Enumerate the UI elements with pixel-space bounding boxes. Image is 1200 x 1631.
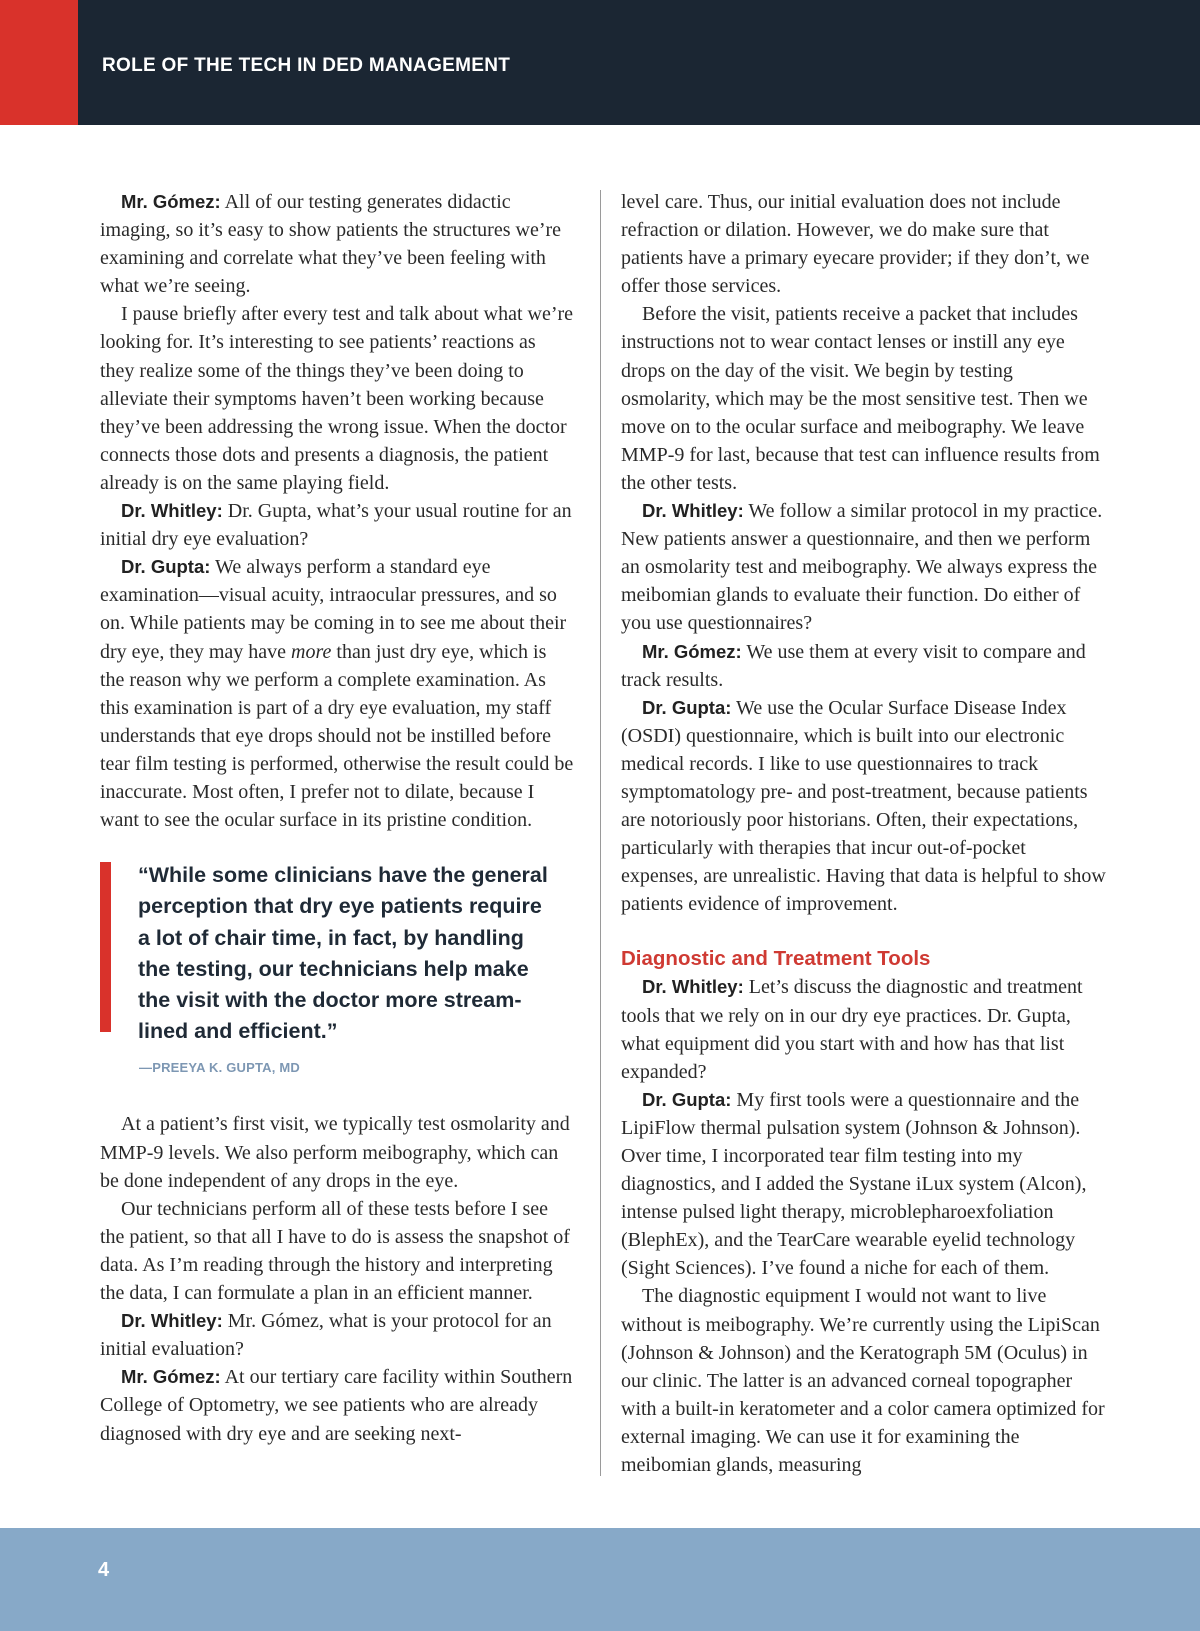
- speaker-label: Dr. Gupta:: [121, 556, 211, 578]
- paragraph-text: Mr. Gómez, what is your protocol for an initial evaluation?: [100, 1310, 552, 1361]
- paragraph: [621, 1086, 1106, 1283]
- paragraph-text: All of our testing generates didactic imaging, so it’s easy to show patients the structures we’re examining and correlate what they’ve been feeling with what we’re seeing.: [100, 191, 562, 298]
- paragraph-text: My first tools were a questionnaire and the LipiFlow thermal pulsation system (Johnson & Johnson). Over time, I incorporated tear film testing into my diagnostics, and I added the Systane iLux system (Alcon), intense pulsed light therapy, microblepharoexfoliation (BlephEx), and the TearCare wearable eyelid technology (Sight Sciences). I’ve found a niche for each of them.: [621, 1088, 1087, 1280]
- paragraph-text: than just dry eye, which is the reason why we perform a complete examination. As this examination is part of a dry eye evaluation, my staff understands that eye drops should not be instilled before tear film testing is performed, otherwise the result could be inaccurate. Most often, I prefer not to dilate, because I want to see the ocular surface in its pristine condition.: [100, 640, 574, 832]
- pull-quote-line: lined and efficient.”: [138, 1019, 338, 1044]
- paragraph: [621, 694, 1106, 919]
- paragraph-text: At our tertiary care facility within Southern College of Optometry, we see patients who are already diagnosed with dry eye and are seeking next-: [100, 1366, 573, 1445]
- paragraph: Our technicians perform all of these tests before I see the patient, so that all I have to do is assess the snapshot of data. As I’m reading through the history and interpreting the data, I can formulate a plan in an efficient manner.: [100, 1197, 570, 1305]
- header-title: ROLE OF THE TECH IN DED MANAGEMENT: [102, 55, 511, 76]
- speaker-label: Dr. Gupta:: [642, 1088, 732, 1110]
- paragraph: I pause briefly after every test and talk about what we’re looking for. It’s interesting to see patients’ reactions as they realize some of the things they’ve been doing to alleviate their symptoms haven’t been working because they’ve been addressing the wrong issue. When the doctor connects those dots and presents a diagnosis, the patient already is on the same playing field.: [100, 303, 574, 494]
- speaker-label: Dr. Whitley:: [121, 500, 223, 522]
- paragraph: [100, 497, 574, 553]
- column-divider: [600, 190, 601, 1476]
- right-column: [621, 188, 1106, 1479]
- paragraph: [100, 553, 574, 834]
- speaker-label: Mr. Gómez:: [121, 191, 221, 212]
- paragraph: [621, 638, 1106, 694]
- pull-quote-line: perception that dry eye patients require: [138, 894, 542, 919]
- pull-quote-bar: [100, 862, 111, 1032]
- pull-quote: [100, 860, 574, 1082]
- page-header: [0, 0, 1200, 125]
- paragraph-text: We use them at every visit to compare and track results.: [621, 640, 1086, 691]
- header-accent-block: [0, 0, 78, 125]
- speaker-label: Dr. Whitley:: [642, 976, 744, 998]
- paragraph-text: Dr. Gupta, what’s your usual routine for an initial dry eye evaluation?: [100, 500, 572, 551]
- paragraph: The diagnostic equipment I would not want to live without is meibography. We’re currently using the LipiScan (Johnson & Johnson) and the Keratograph 5M (Oculus) in our clinic. The latter is an advanced corneal topographer with a built-in keratometer and a color camera optimized for external imaging. We can use it for examining the meibomian glands, measuring: [621, 1285, 1105, 1477]
- paragraph-text: Let’s discuss the diagnostic and treatment tools that we rely on in our dry eye practices. Dr. Gupta, what equipment did you start with and how has that list expanded?: [621, 976, 1083, 1083]
- speaker-label: Mr. Gómez:: [121, 1366, 221, 1388]
- pull-quote-line: “While some clinicians have the general: [138, 863, 548, 888]
- speaker-label: Dr. Whitley:: [121, 1310, 223, 1332]
- speaker-label: Dr. Gupta:: [642, 696, 732, 718]
- page-footer: [0, 1528, 1200, 1631]
- pull-quote-text: [138, 860, 574, 1047]
- pull-quote-line: a lot of chair time, in fact, by handling: [138, 925, 524, 950]
- paragraph-text: We follow a similar protocol in my practice. New patients answer a questionnaire, and then we perform an osmolarity test and meibography. We always express the meibomian glands to evaluate their function. Do either of you use questionnaires?: [621, 500, 1103, 635]
- pull-quote-line: the testing, our technicians help make: [138, 956, 529, 981]
- emphasis-text: more: [291, 640, 332, 663]
- paragraph: level care. Thus, our initial evaluation does not include refraction or dilation. However, we do make sure that patients have a primary eyecare provider; if they don’t, we offer those services.: [621, 191, 1090, 298]
- paragraph: [100, 188, 574, 300]
- section-heading: Diagnostic and Treatment Tools: [621, 947, 931, 971]
- paragraph-text: We always perform a standard eye examination—visual acuity, intraocular pressures, and so on. While patients may be coming in to see me about their dry eye, they may have: [100, 556, 567, 663]
- paragraph: [100, 1363, 574, 1447]
- pull-quote-credit: —PREEYA K. GUPTA, MD: [139, 1060, 300, 1076]
- left-column: [100, 188, 574, 1448]
- paragraph: Before the visit, patients receive a packet that includes instructions not to wear contact lenses or instill any eye drops on the day of the visit. We begin by testing osmolarity, which may be the most sensitive test. Then we move on to the ocular surface and meibography. We leave MMP-9 for last, because that test can influence results from the other tests.: [621, 303, 1100, 494]
- paragraph: [621, 973, 1106, 1085]
- paragraph: [621, 497, 1106, 637]
- pull-quote-line: the visit with the doctor more stream-: [138, 987, 522, 1012]
- page-number: 4: [98, 1559, 110, 1581]
- paragraph-text: We use the Ocular Surface Disease Index (OSDI) questionnaire, which is built into our electronic medical records. I like to use questionnaires to track symptomatology pre- and post-treatment, because patients are notoriously poor historians. Often, their expectations, particularly with therapies that incur out-of-pocket expenses, are unrealistic. Having that data is helpful to show patients evidence of improvement.: [621, 696, 1106, 916]
- speaker-label: Dr. Whitley:: [642, 500, 744, 522]
- paragraph: [100, 1307, 574, 1363]
- speaker-label: Mr. Gómez:: [642, 640, 742, 662]
- paragraph: At a patient’s first visit, we typically test osmolarity and MMP-9 levels. We also perform meibography, which can be done independent of any drops in the eye.: [100, 1113, 570, 1192]
